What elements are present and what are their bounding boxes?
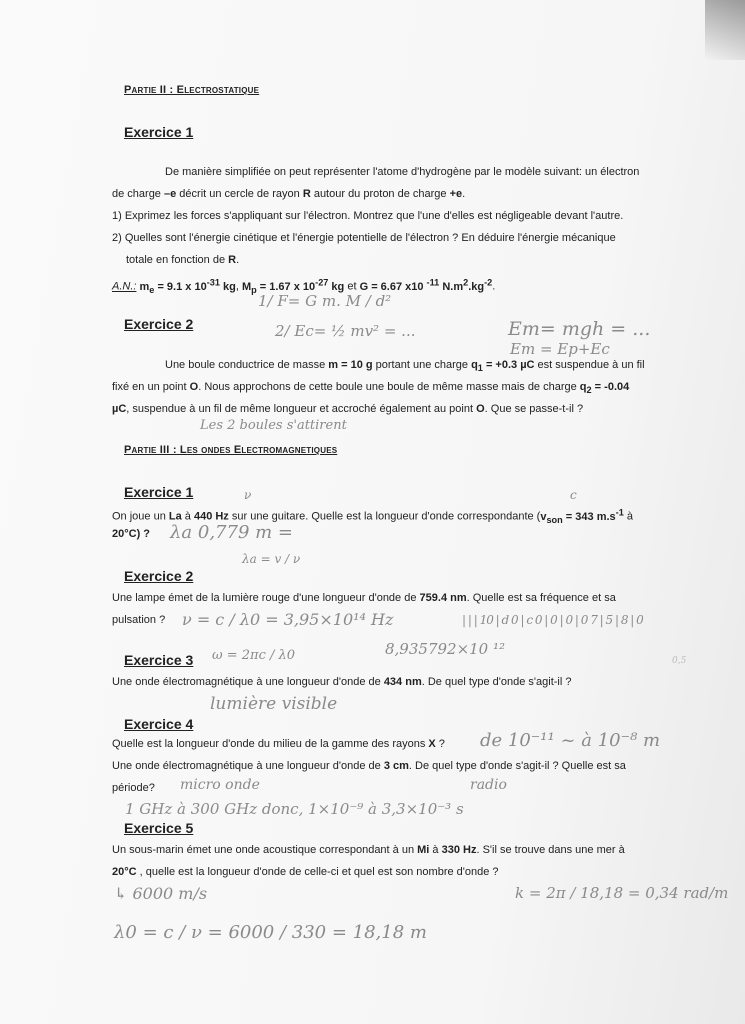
- p3-ex3-line: Une onde électromagnétique à une longueur d'onde de 434 nm. De quel type d'onde s'agit-il ?: [112, 676, 572, 688]
- p2-ex1-line: 1) Exprimez les forces s'appliquant sur l'électron. Montrez que l'une d'elles est négligeable devant l'autre.: [112, 210, 624, 222]
- p2-ex1-line: totale en fonction de R.: [126, 254, 240, 266]
- p3-ex4-line: période?: [112, 782, 155, 794]
- handwriting: | | | 10 | d 0 | c 0 | 0 | 0 | 0 7 | 5 | 8 | 0: [462, 613, 643, 627]
- handwriting: λ0 = c / ν = 6000 / 330 = 18,18 m: [114, 922, 427, 943]
- handwriting: ω = 2πc / λ0: [212, 648, 296, 663]
- handwriting: Em= mgh = ...: [508, 318, 651, 340]
- handwriting: de 10⁻¹¹ ~ à 10⁻⁸ m: [480, 730, 661, 751]
- p2-ex2-line: fixé en un point O. Nous approchons de cette boule une boule de même masse mais de charge $q_2 = -0.04$: [112, 381, 630, 396]
- p3-ex2-title: Exercice 2: [124, 568, 194, 584]
- p3-ex2-line: Une lampe émet de la lumière rouge d'une longueur d'onde de 759.4 nm. Quelle est sa fréquence et sa: [112, 592, 616, 604]
- p2-ex1-title: Exercice 1: [124, 124, 194, 140]
- p2-ex1-line: De manière simplifiée on peut représenter l'atome d'hydrogène par le modèle suivant: un électron: [165, 166, 640, 178]
- handwriting: micro onde: [180, 777, 260, 793]
- p2-ex2-line: Une boule conductrice de masse m = 10 g portant une charge $q_1 = +0.3$ µC est suspendue à un fil: [165, 359, 645, 374]
- p3-ex5-line: 20°C , quelle est la longueur d'onde de celle-ci et quel est son nombre d'onde ?: [112, 866, 499, 878]
- p3-ex5-line: Un sous-marin émet une onde acoustique correspondant à un Mi à 330 Hz. S'il se trouve dans une mer à: [112, 844, 625, 856]
- scan-shadow: [705, 0, 745, 60]
- handwriting: 1 GHz à 300 GHz donc, 1×10⁻⁹ à 3,3×10⁻³ s: [125, 800, 464, 818]
- handwriting: 8,935792×10 ¹²: [385, 640, 506, 658]
- p2-ex1-an: A.N.: $m_e = 9.1$ x $10^{-31}$ kg, $M_p = 1.67$ x $10^{-27}$ kg et G = 6.67 x10 $^{-11}$ $N.m^2.kg^{-2}$.: [112, 277, 496, 295]
- p3-ex1-line: On joue un La à 440 Hz sur une guitare. Quelle est la longueur d'onde correspondante ($v_{son} = 343$ $m.s^{-1}$ à: [112, 507, 633, 525]
- handwriting: ↳ 6000 m/s: [114, 884, 208, 903]
- p3-ex1-line: 20°C) ?: [112, 528, 151, 540]
- p2-ex1-line: 2) Quelles sont l'énergie cinétique et l'énergie potentielle de l'électron ? En déduire l'énergie mécanique: [112, 232, 616, 244]
- handwriting: k = 2π / 18,18 = 0,34 rad/m: [515, 884, 729, 902]
- handwriting: ν: [244, 488, 252, 502]
- part3-title: Partie III : Les ondes Electromagnetiques: [124, 444, 338, 456]
- p3-ex4-title: Exercice 4: [124, 716, 194, 732]
- p2-ex2-title: Exercice 2: [124, 316, 194, 332]
- handwriting: 1/ F= G m. M / d²: [258, 292, 392, 310]
- p2-ex2-line: µC, suspendue à un fil de même longueur et accroché également au point O. Que se passe-t-il ?: [112, 403, 584, 415]
- p3-ex5-title: Exercice 5: [124, 820, 194, 836]
- handwriting: Les 2 boules s'attirent: [200, 418, 347, 433]
- p3-ex4-line: Une onde électromagnétique à une longueur d'onde de 3 cm. De quel type d'onde s'agit-il ? Quelle est sa: [112, 760, 626, 772]
- p3-ex3-title: Exercice 3: [124, 652, 194, 668]
- handwriting: λa = v / ν: [242, 552, 301, 566]
- handwriting: 0,5: [672, 656, 687, 666]
- handwriting: lumière visible: [210, 694, 338, 714]
- p3-ex1-title: Exercice 1: [124, 484, 194, 500]
- p3-ex4-line: Quelle est la longueur d'onde du milieu de la gamme des rayons X ?: [112, 738, 445, 750]
- handwriting: Em = Ep+Ec: [510, 340, 610, 358]
- handwriting: c: [570, 488, 577, 502]
- handwriting: 2/ Ec= ½ mv² = ...: [275, 322, 416, 340]
- p3-ex2-line: pulsation ?: [112, 614, 166, 626]
- handwriting: ν = c / λ0 = 3,95×10¹⁴ Hz: [182, 610, 394, 629]
- handwriting: radio: [470, 777, 507, 793]
- p2-ex1-line: de charge –e décrit un cercle de rayon R autour du proton de charge +e.: [112, 188, 466, 200]
- handwriting: λa 0,779 m =: [170, 522, 293, 543]
- part2-title: Partie II : Electrostatique: [124, 84, 260, 96]
